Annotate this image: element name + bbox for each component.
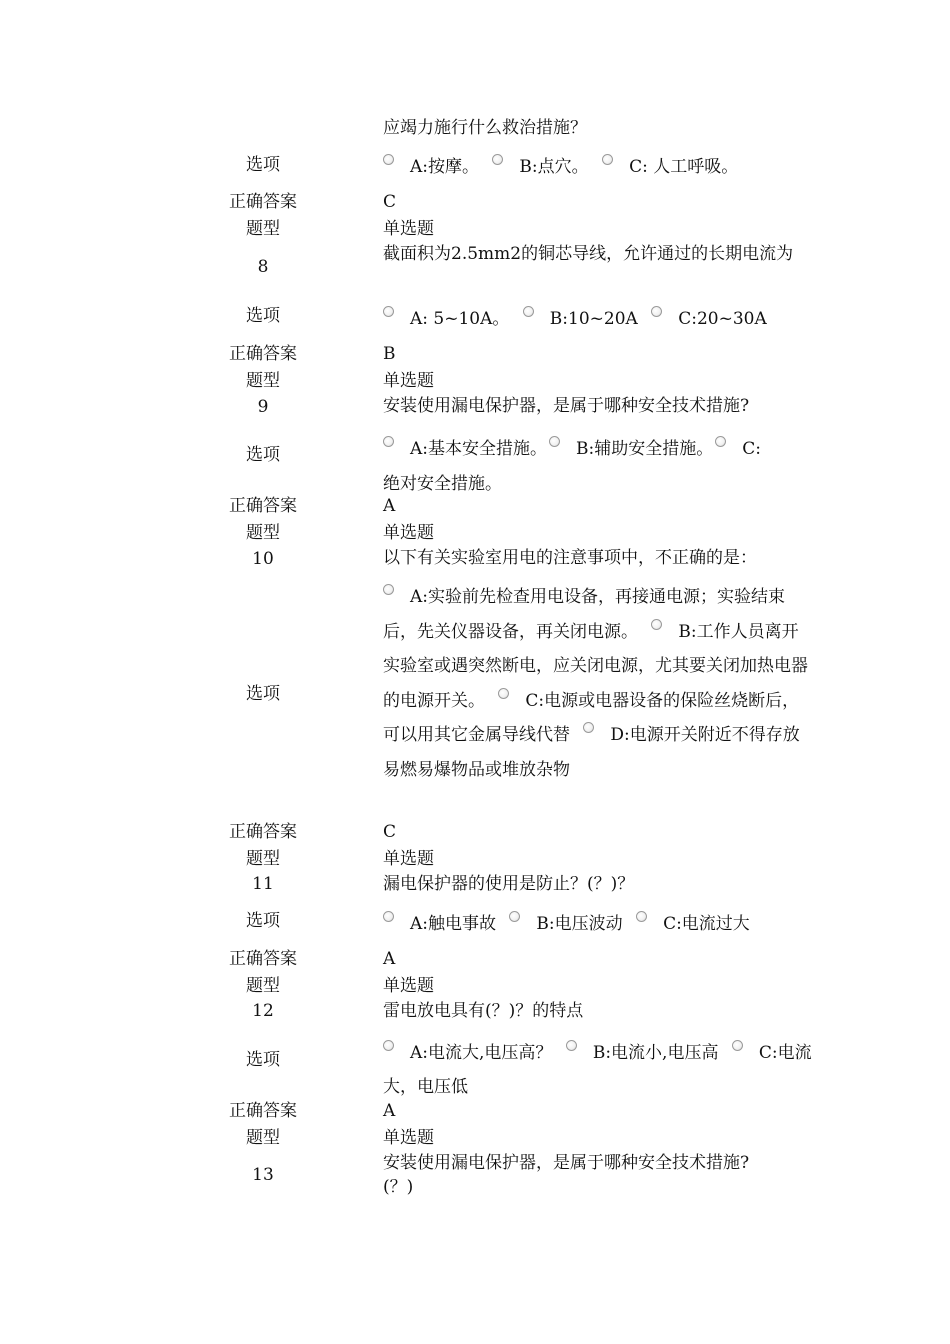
q10-number: 10 [252, 549, 274, 569]
radio-q11-c[interactable] [636, 911, 647, 922]
radio-q9-b[interactable] [549, 436, 560, 447]
q9-type-label: 题型 [246, 371, 280, 391]
q12-type: 单选题 [383, 976, 434, 996]
q9-answer-label: 正确答案 [229, 496, 297, 516]
radio-q10-d[interactable] [583, 722, 594, 733]
q12-answer-label: 正确答案 [229, 1101, 297, 1121]
question-7-text: 应竭力施行什么救治措施？ [383, 118, 587, 138]
q8-type-label: 题型 [246, 219, 280, 239]
q9-options-label: 选项 [246, 445, 280, 465]
q7-option-b: B:点穴。 [519, 157, 589, 177]
q9-options [383, 432, 813, 502]
q10-option-d: D:电源开关附近不得存放易燃易爆物品或堆放杂物 [383, 725, 800, 780]
radio-q11-b[interactable] [509, 911, 520, 922]
q8-number: 8 [257, 257, 269, 277]
q10-answer-label: 正确答案 [229, 822, 297, 842]
q7-option-a: A:按摩。 [410, 157, 480, 177]
q12-question: 雷电放电具有(？)？的特点 [383, 1001, 584, 1021]
q7-option-c: C: 人工呼吸。 [629, 157, 739, 177]
q11-option-a: A:触电事故 [410, 914, 497, 934]
radio-q8-c[interactable] [651, 306, 662, 317]
radio-q8-a[interactable] [383, 306, 394, 317]
q12-option-b: B:电流小,电压高 [592, 1043, 719, 1063]
q9-option-b: B:辅助安全措施。 [576, 439, 714, 459]
q10-options-label: 选项 [246, 684, 280, 704]
radio-q11-a[interactable] [383, 911, 394, 922]
q12-answer: A [383, 1101, 396, 1121]
q9-option-c: C: [742, 439, 761, 459]
q10-option-a: A:实验前先检查用电设备，再接通电源；实验结束后，先关仪器设备，再关闭电源。 [383, 587, 786, 642]
q9-option-c-continued: 绝对安全措施。 [383, 474, 502, 494]
radio-q9-c[interactable] [715, 436, 726, 447]
q13-number: 13 [252, 1165, 274, 1185]
q13-question: 安装使用漏电保护器，是属于哪种安全技术措施?(？) [383, 1153, 750, 1197]
q11-options-label: 选项 [246, 911, 280, 931]
q9-question: 安装使用漏电保护器，是属于哪种安全技术措施? [383, 396, 750, 416]
q9-option-a: A:基本安全措施。 [410, 439, 548, 459]
q9-type: 单选题 [383, 371, 434, 391]
q8-type: 单选题 [383, 219, 434, 239]
radio-q10-b[interactable] [651, 619, 662, 630]
q7-answer: C [383, 192, 397, 212]
q11-answer-label: 正确答案 [229, 949, 297, 969]
q10-question: 以下有关实验室用电的注意事项中，不正确的是： [383, 548, 757, 568]
q8-options [383, 305, 813, 333]
q11-number: 11 [252, 874, 274, 894]
q7-options-label: 选项 [246, 155, 280, 175]
q12-option-c: C:电流大，电压低 [383, 1043, 812, 1097]
q11-option-b: B:电压波动 [536, 914, 623, 934]
q10-option-c: C:电源或电器设备的保险丝烧断后，可以用其它金属导线代替 [383, 690, 800, 745]
q9-number: 9 [257, 397, 269, 417]
q10-answer: C [383, 822, 397, 842]
radio-q7-a[interactable] [383, 154, 394, 165]
q13-type-label: 题型 [246, 1128, 280, 1148]
q13-type: 单选题 [383, 1128, 434, 1148]
radio-q12-a[interactable] [383, 1040, 394, 1051]
q11-type: 单选题 [383, 849, 434, 869]
radio-q7-b[interactable] [492, 154, 503, 165]
q7-answer-label: 正确答案 [229, 192, 297, 212]
radio-q10-a[interactable] [383, 584, 394, 595]
q7-options [383, 153, 813, 181]
q11-type-label: 题型 [246, 849, 280, 869]
q11-question: 漏电保护器的使用是防止？(？)？ [383, 874, 635, 894]
q8-option-a: A: 5~10A。 [410, 309, 510, 329]
q11-answer: A [383, 949, 396, 969]
q10-options [383, 580, 813, 787]
q10-type: 单选题 [383, 523, 434, 543]
q12-type-label: 题型 [246, 976, 280, 996]
q10-option-b: B:工作人员离开实验室或遇突然断电，应关闭电源，尤其要关闭加热电器的电源开关。 [383, 621, 808, 711]
q12-options-label: 选项 [246, 1050, 280, 1070]
radio-q10-c[interactable] [498, 688, 509, 699]
q8-option-c: C:20~30A [678, 309, 767, 329]
q11-option-c: C:电流过大 [663, 914, 750, 934]
q8-options-label: 选项 [246, 306, 280, 326]
q12-options [383, 1036, 813, 1104]
q12-number: 12 [252, 1001, 274, 1021]
radio-q9-a[interactable] [383, 436, 394, 447]
q11-options [383, 910, 813, 938]
radio-q12-b[interactable] [566, 1040, 577, 1051]
q8-answer: B [383, 344, 396, 364]
radio-q8-b[interactable] [523, 306, 534, 317]
q10-type-label: 题型 [246, 523, 280, 543]
q8-question: 截面积为2.5mm2的铜芯导线，允许通过的长期电流为 [383, 244, 794, 264]
radio-q12-c[interactable] [732, 1040, 743, 1051]
q8-option-b: B:10~20A [549, 309, 638, 329]
q12-option-a: A:电流大,电压高？ [410, 1043, 553, 1063]
q8-answer-label: 正确答案 [229, 344, 297, 364]
radio-q7-c[interactable] [602, 154, 613, 165]
q9-answer: A [383, 496, 396, 516]
